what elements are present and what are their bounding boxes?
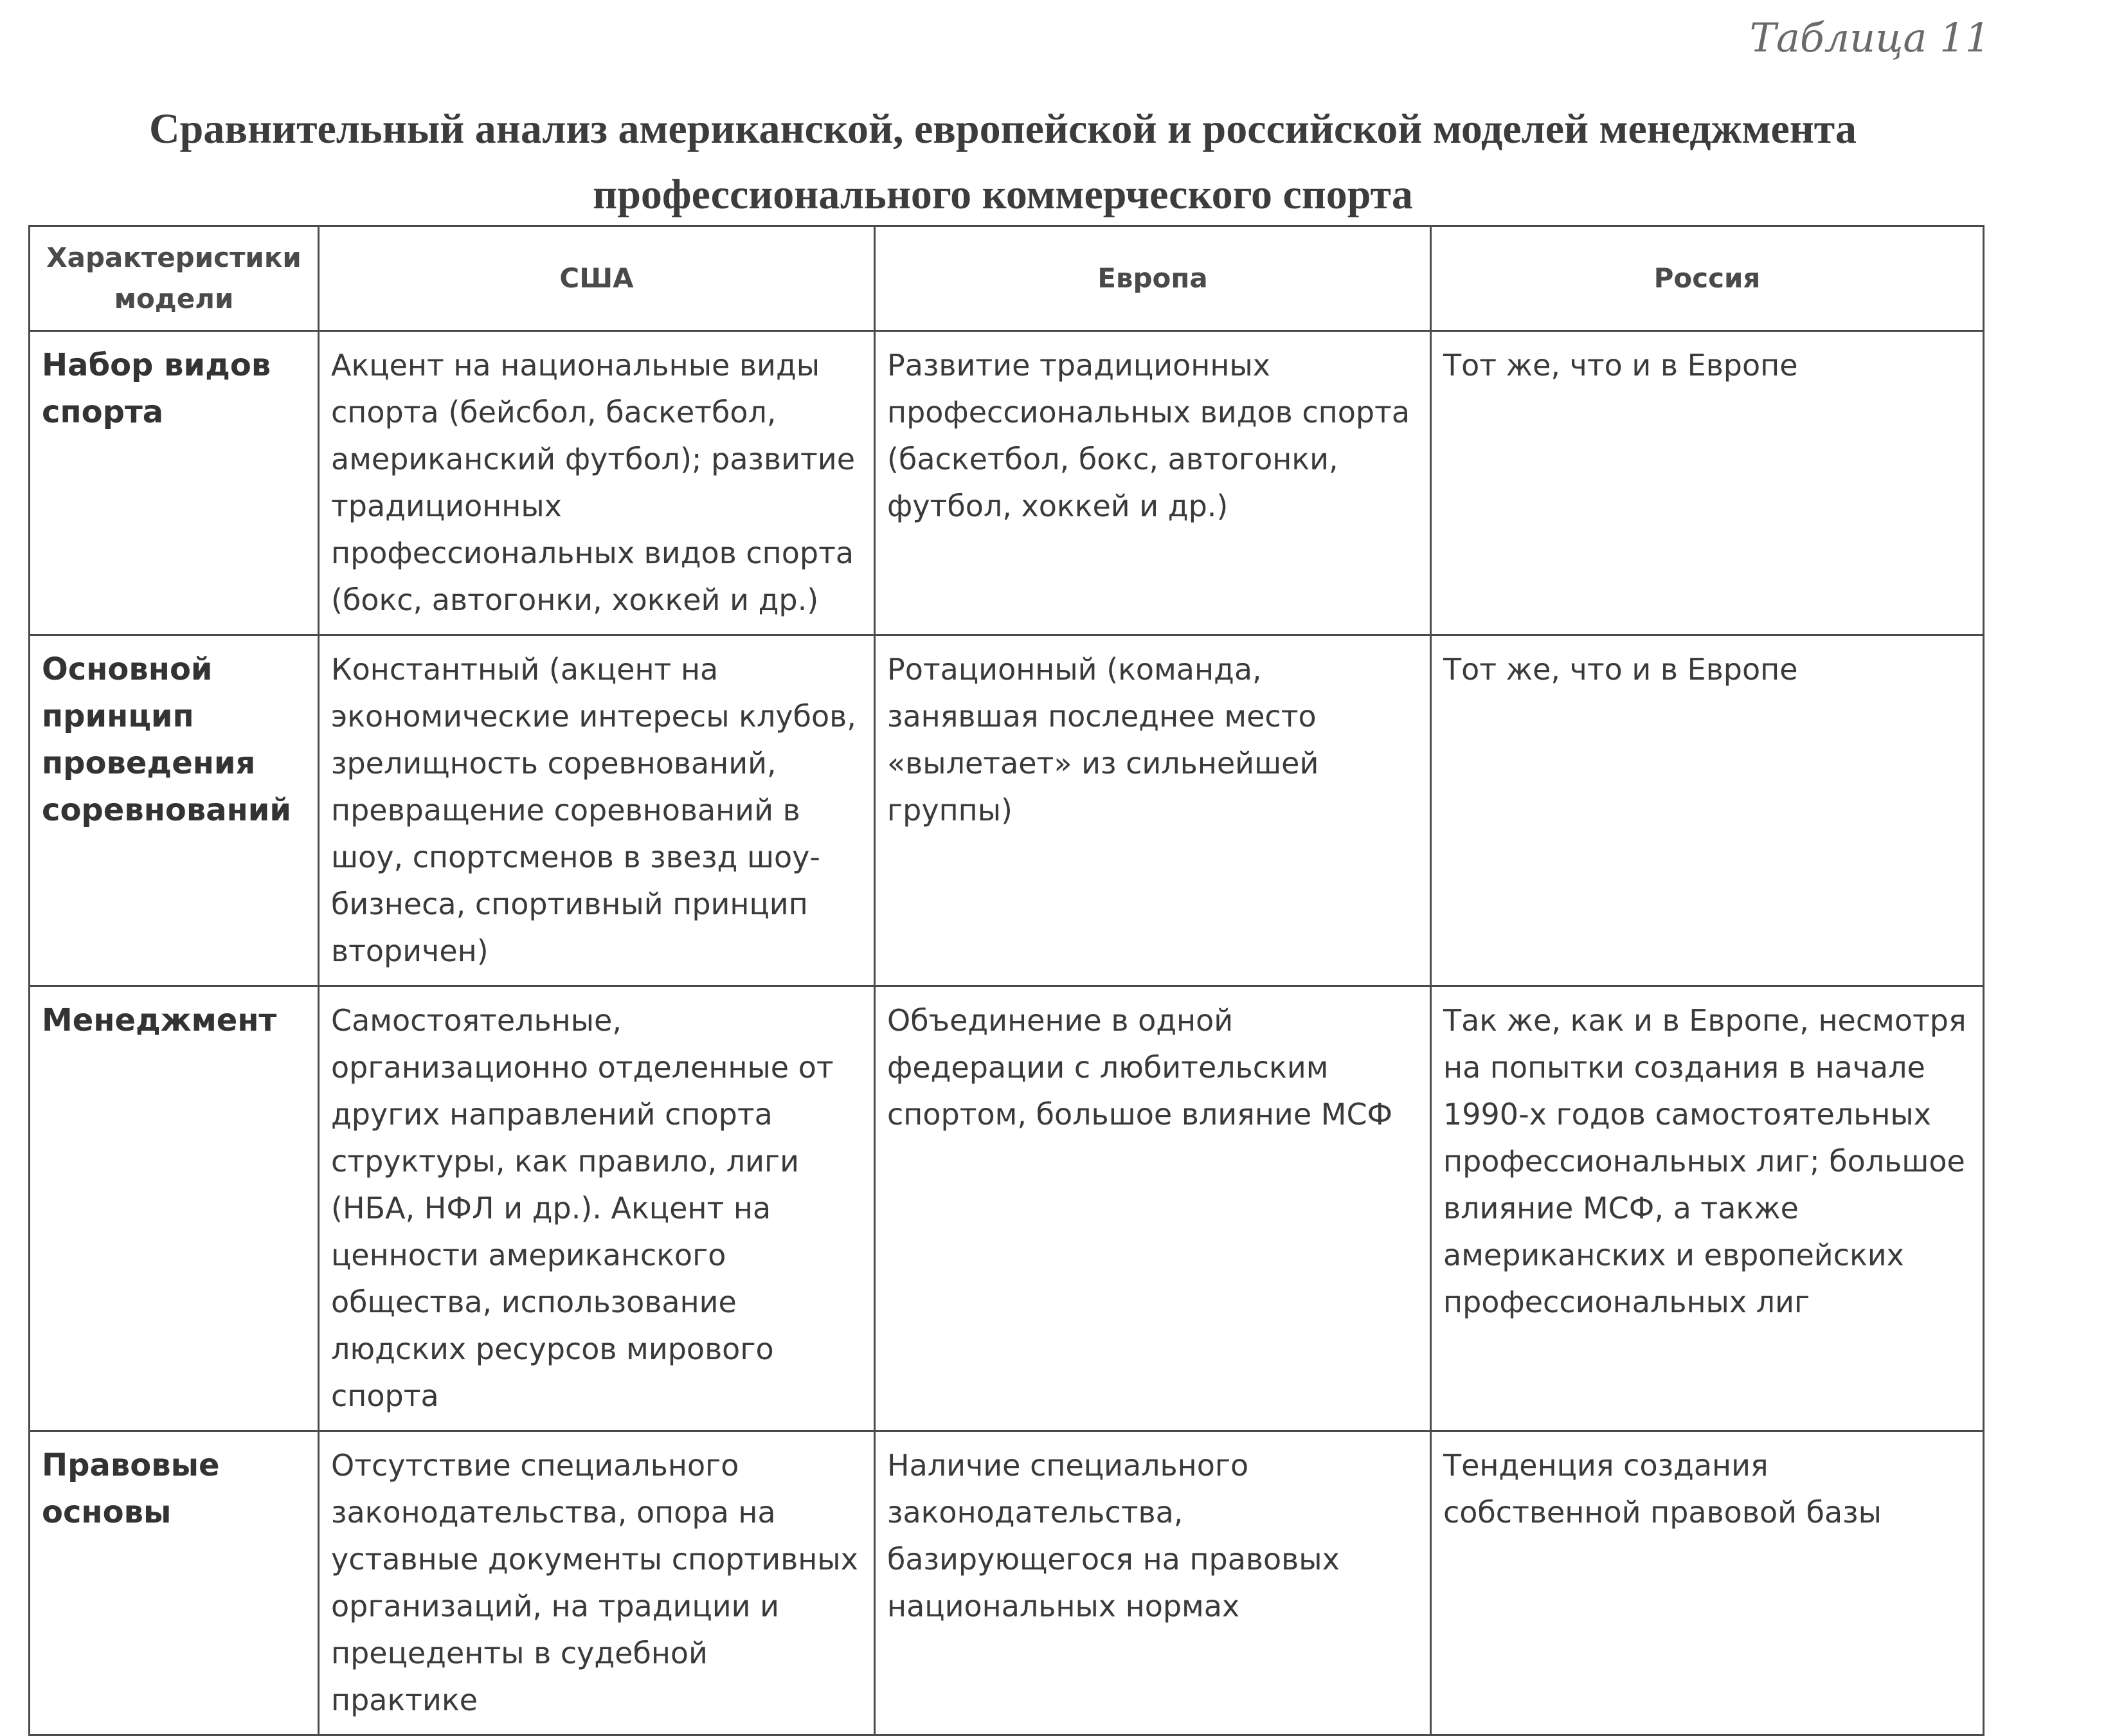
comparison-table [28, 225, 1985, 1736]
table-number: Таблица 11 [1749, 14, 1990, 61]
table-header-row [30, 226, 1984, 331]
table-row [30, 635, 1984, 986]
row-characteristic: Менеджмент [30, 986, 319, 1431]
table-row [30, 331, 1984, 635]
cell-europe: Развитие традиционных профессиональных видов спорта (баскетбол, бокс, автогонки, футбол, хоккей и др.) [875, 331, 1431, 635]
row-characteristic: Правовые основы [30, 1431, 319, 1735]
header-europe: Европа [875, 226, 1431, 331]
cell-usa: Акцент на национальные виды спорта (бейсбол, баскетбол, американский футбол); развитие традиционных профессиональных видов спорта (бокс, автогонки, хоккей и др.) [319, 331, 875, 635]
row-characteristic: Набор видов спорта [30, 331, 319, 635]
table-row [30, 1431, 1984, 1735]
header-characteristics: Характеристики модели [30, 226, 319, 331]
cell-russia: Тенденция создания собственной правовой базы [1431, 1431, 1984, 1735]
document-title: Сравнительный анализ американской, европейской и российской моделей менеджмента профессионального коммерческого спорта [149, 105, 1857, 218]
cell-russia: Так же, как и в Европе, несмотря на попытки создания в начале 1990-х годов самостоятельных профессиональных лиг; большое влияние МСФ, а также американских и европейских профессиональных лиг [1431, 986, 1984, 1431]
header-russia: Россия [1431, 226, 1984, 331]
cell-europe: Объединение в одной федерации с любительским спортом, большое влияние МСФ [875, 986, 1431, 1431]
cell-usa: Отсутствие специального законодательства, опора на уставные документы спортивных организаций, на традиции и прецеденты в судебной практике [319, 1431, 875, 1735]
header-usa: США [319, 226, 875, 331]
cell-russia: Тот же, что и в Европе [1431, 331, 1984, 635]
cell-europe: Ротационный (команда, занявшая последнее место «вылетает» из сильнейшей группы) [875, 635, 1431, 986]
cell-europe: Наличие специального законодательства, базирующегося на правовых национальных нормах [875, 1431, 1431, 1735]
cell-russia: Тот же, что и в Европе [1431, 635, 1984, 986]
table-row [30, 986, 1984, 1431]
row-characteristic: Основной принцип проведения соревнований [30, 635, 319, 986]
cell-usa: Константный (акцент на экономические интересы клубов, зрелищность соревнований, превращение соревнований в шоу, спортсменов в звезд шоу-бизнеса, спортивный принцип вторичен) [319, 635, 875, 986]
cell-usa: Самостоятельные, организационно отделенные от других направлений спорта структуры, как правило, лиги (НБА, НФЛ и др.). Акцент на ценности американского общества, использование людских ресурсов мирового спорта [319, 986, 875, 1431]
